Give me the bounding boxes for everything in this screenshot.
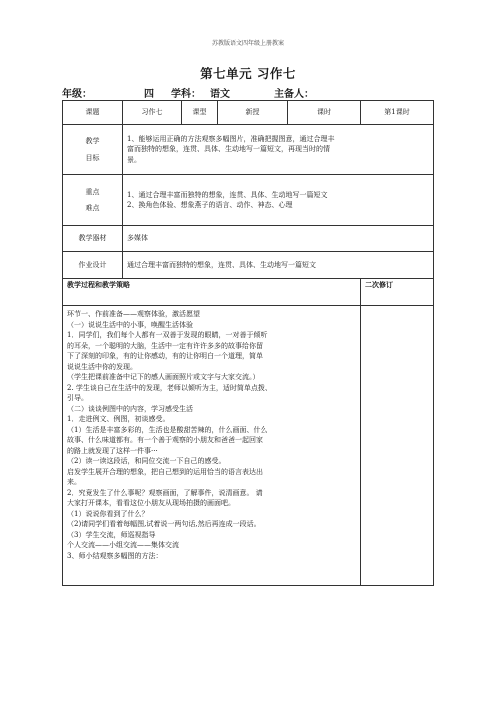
goals-row	[63, 125, 434, 175]
process-line: 说说生活中你的发现。	[67, 362, 137, 371]
goals-label	[63, 125, 123, 175]
homework-row	[63, 252, 434, 279]
process-body	[63, 306, 361, 586]
homework-value: 通过合理丰富而独特的想象，连贯、具体、生动地写一篇短文	[123, 252, 434, 279]
process-head: 教学过程和教学策略	[63, 279, 361, 306]
process-line: 环节一、作前准备——观察体验，激活愿望	[67, 310, 200, 318]
key-points-label-2: 难点	[85, 204, 100, 212]
process-line: （1）生活是丰富多彩的，生活也是酸甜苦辣的，什么画面、什么	[67, 425, 268, 434]
goals-label-1: 教学	[85, 137, 100, 145]
homework-label: 作业设计	[63, 252, 123, 279]
goals-line: 1、能够运用正确的方法观察多幅图片，准确把握图意，通过合理丰	[127, 134, 335, 143]
key-points-text	[123, 175, 434, 226]
subject-label: 学科：	[171, 89, 201, 100]
process-line: 来。	[67, 478, 81, 486]
goals-line: 富而独特的想象，连贯、具体、生动地写一篇短文，再现当时的情	[127, 145, 330, 154]
process-line: 下了深刻的印象，有的让你感动，有的让你明白一个道理，简单	[67, 352, 263, 360]
process-line: 个人交流——小组交流——集体交流	[67, 541, 179, 549]
process-line: 3、师小结观察多幅图的方法：	[67, 551, 163, 560]
grade-label: 年级：	[62, 89, 92, 100]
goals-line: 景。	[127, 155, 141, 164]
course-label: 课题	[63, 101, 123, 125]
goals-text	[123, 125, 434, 175]
page-header: 苏教版语文四年级上册教案	[211, 40, 284, 47]
course-row	[63, 101, 434, 125]
info-row	[62, 85, 442, 99]
process-line: （一）说说生活中的小事，唤醒生活体验	[67, 320, 193, 329]
process-line: （学生把课前准备中记下的感人画面照片或文字与大家交流。）	[67, 373, 260, 381]
preparer-label: 主备人：	[274, 89, 314, 100]
equipment-row	[63, 226, 434, 252]
key-points-label-1: 重点	[85, 187, 100, 196]
revision-cell	[361, 306, 434, 586]
key-point-line: 2、换角色体验、想象燕子的语言、动作、神态、心理	[127, 201, 293, 209]
period-value: 第1课时	[361, 101, 434, 125]
process-line: 引导。	[67, 394, 88, 402]
process-line: （3）学生交流，师巡视指导	[67, 530, 156, 539]
key-points-row	[63, 175, 434, 226]
grade-value: 四	[144, 89, 154, 100]
process-line: 启发学生展开合理的想象，把自己想到的运用恰当的语言表达出	[67, 467, 263, 476]
equipment-label: 教学器材	[63, 226, 123, 252]
process-line: （1）说说你看到了什么？	[67, 509, 149, 518]
page-title: 第七单元 习作七	[200, 66, 296, 81]
process-line: （2)请同学们看着每幅图,试着说一两句话,然后再连成一段话。	[67, 520, 261, 528]
subject-value: 语文	[210, 89, 230, 100]
type-value: 新授	[218, 101, 288, 125]
course-value: 习作七	[123, 101, 182, 125]
process-line: （2）读一读这段话，和同位交流一下自己的感受。	[67, 457, 226, 465]
lesson-plan-table	[62, 100, 434, 586]
process-line: 故事、什么味道都有。有一个善于观察的小朋友和爸爸一起回家	[67, 436, 263, 444]
period-label: 课时	[288, 101, 361, 125]
process-line: 大家打开课本，看看这位小朋友从现场拍摄的画面吧。	[67, 499, 235, 507]
process-head-row	[63, 279, 434, 306]
key-points-label	[63, 175, 123, 226]
process-body-row	[63, 306, 434, 586]
process-line: 1．走进例文、例图，初谈感受。	[67, 415, 170, 423]
equipment-value: 多媒体	[123, 226, 434, 252]
process-line: 的耳朵，一个聪明的大脑，生活中一定有许许多多的故事给你留	[67, 341, 263, 350]
process-line: （二）谈谈例图中的内容，学习感受生活	[67, 404, 193, 413]
goals-label-2: 目标	[85, 153, 100, 162]
type-label: 课型	[182, 101, 218, 125]
process-line: 的路上就发现了这样一件事···	[67, 446, 158, 455]
process-line: 2. 学生谈自己在生活中的发现，老师以倾听为主，适时简单点拨、	[67, 383, 272, 392]
process-line: 1．同学们，我们每个人都有一双善于发现的眼睛，一对善于倾听	[67, 331, 268, 339]
key-point-line: 1、通过合理丰富而独特的想象，连贯、具体、生动地写一篇短文	[127, 190, 328, 199]
process-line: 2．究竟发生了什么事呢？观察画面，了解事件，说清画意。 请	[67, 488, 263, 497]
revision-head: 二次修订	[361, 279, 434, 306]
